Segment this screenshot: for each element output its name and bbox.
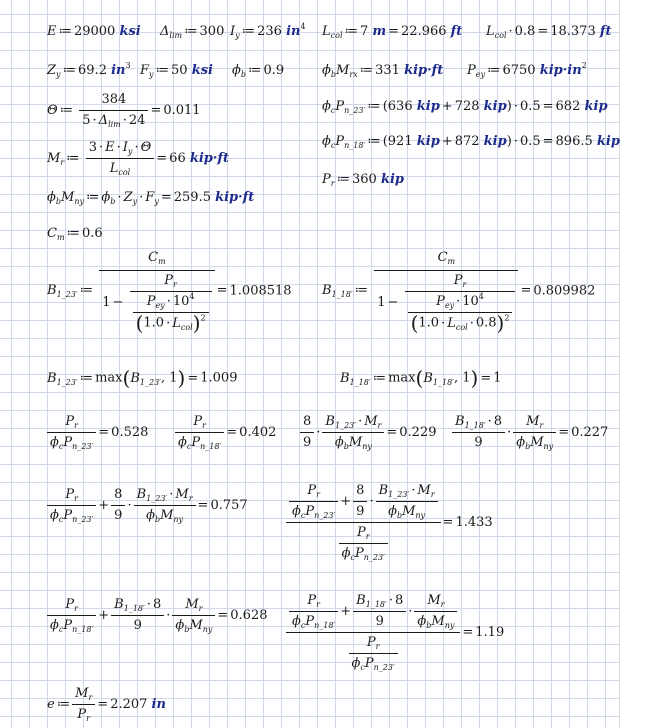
region-interaction-23-b[interactable]: $\frac{P_r}{\phi_cP_{n\_23'}}$ + $\frac{8}{9}$ · $\frac{B_{1\_23'} \cdot M_r}{\phi_bM_{ny}}$ $\frac{P_r}{\phi_cP_{n\_23'}}$ = 1.433: [286, 483, 493, 562]
region-theta[interactable]: Θ ≔ $\frac{384}{5 \cdot \Delta_{lim} \cdot 24}$ = 0.011: [47, 92, 201, 129]
region-Iy[interactable]: $I_y$ ≔ 236 $in^4$: [230, 22, 306, 40]
region-eccentricity[interactable]: e ≔ $\frac{M_r}{P_r}$ = 2.207 in: [47, 686, 166, 723]
region-max-23[interactable]: $B_{1\_23'}$ ≔ $\max(B_{1\_23'}$, 1) = 1.009: [47, 366, 238, 390]
region-interaction-18-b[interactable]: $\frac{P_r}{\phi_cP_{n\_18'}}$ + $\frac{B_{1\_18'} \cdot 8}{9}$ · $\frac{M_r}{\phi_bM_{ny}}$ $\frac{P_r}{\phi_cP_{n\_23'}}$ = 1.19: [286, 593, 504, 672]
region-interaction-23-a[interactable]: $\frac{P_r}{\phi_cP_{n\_23'}}$ + $\frac{8}{9}$ · $\frac{B_{1\_23'} \cdot M_r}{\phi_bM_{ny}}$ = 0.757: [47, 487, 248, 524]
region-delta-lim[interactable]: $\Delta_{lim}$ ≔ 300: [160, 24, 225, 40]
region-Zy[interactable]: $Z_y$ ≔ 69.2 $in^3$: [47, 61, 131, 79]
region-phiPn18[interactable]: $\phi_cP_{n\_18'}$ ≔ (921 kip + 872 kip) · 0.5 = 896.5 kip: [322, 134, 620, 150]
B23-fraction: $C_m$ 1 − $\frac{P_r}{\frac{P_{ey} \cdot 10^4}{(1.0 \cdot L_{col})^2}}$: [99, 250, 214, 332]
region-ratio-1[interactable]: $\frac{P_r}{\phi_cP_{n\_23'}}$ = 0.528: [47, 414, 148, 451]
region-B1-18[interactable]: $B_{1\_18'}$ ≔ $C_m$ 1 − $\frac{P_r}{\frac{P_{ey} \cdot 10^4}{(1.0 \cdot L_{col} \cdot 0.8)^2}}$ = 0.809982: [322, 250, 596, 335]
region-ratio-4[interactable]: $\frac{B_{1\_18'} \cdot 8}{9}$ · $\frac{M_r}{\phi_bM_{ny}}$ = 0.227: [452, 414, 608, 451]
region-Mr[interactable]: $M_r$ ≔ $\frac{3 \cdot E \cdot I_y \cdot \Theta}{L_{col}}$ = 66 kip·ft: [47, 140, 230, 177]
region-Cm[interactable]: $C_m$ ≔ 0.6: [47, 226, 103, 242]
Mr-fraction: $\frac{3 \cdot E \cdot I_y \cdot \Theta}{L_{col}}$: [86, 140, 155, 177]
region-Fy[interactable]: $F_y$ ≔ 50 ksi: [140, 63, 213, 79]
region-Lcol[interactable]: $L_{col}$ ≔ 7 m = 22.966 ft: [322, 24, 463, 40]
region-max-18[interactable]: $B_{1\_18'}$ ≔ $\max(B_{1\_18'}$, 1) = 1: [340, 366, 502, 390]
region-B1-23[interactable]: $B_{1\_23'}$ ≔ $C_m$ 1 − $\frac{P_r}{\frac{P_{ey} \cdot 10^4}{(1.0 \cdot L_{col})^2}}$ = 1.008518: [47, 250, 292, 335]
region-Pey[interactable]: $P_{ey}$ ≔ 6750 $kip\cdot in^2$: [467, 61, 587, 79]
region-Pr[interactable]: $P_r$ ≔ 360 kip: [322, 172, 405, 188]
B18-fraction: $C_m$ 1 − $\frac{P_r}{\frac{P_{ey} \cdot 10^4}{(1.0 \cdot L_{col} \cdot 0.8)^2}}$: [374, 250, 518, 332]
region-ratio-3[interactable]: $\frac{8}{9}$ · $\frac{B_{1\_23'} \cdot M_r}{\phi_bM_{ny}}$ = 0.229: [300, 414, 436, 451]
region-interaction-18-a[interactable]: $\frac{P_r}{\phi_cP_{n\_18'}}$ + $\frac{B_{1\_18'} \cdot 8}{9}$ · $\frac{M_r}{\phi_bM_{ny}}$ = 0.628: [47, 597, 268, 634]
region-phiPn23[interactable]: $\phi_cP_{n\_23'}$ ≔ (636 kip + 728 kip) · 0.5 = 682 kip: [322, 99, 608, 115]
region-phibMrx[interactable]: $\phi_bM_{rx}$ ≔ 331 kip·ft: [322, 63, 444, 79]
region-E[interactable]: E ≔ 29000 ksi: [47, 24, 141, 39]
theta-fraction: $\frac{384}{5 \cdot \Delta_{lim} \cdot 24}$: [79, 92, 148, 129]
region-Lcol-08[interactable]: $L_{col} \cdot 0.8 = 18.373$ ft: [486, 24, 612, 40]
page-right-margin: [619, 0, 658, 728]
region-phib[interactable]: $\phi_b$ ≔ 0.9: [232, 63, 285, 79]
region-phiMny[interactable]: $\phi_bM_{ny}$ ≔ $\phi_b \cdot Z_y \cdot F_y = 259.5$ kip·ft: [47, 190, 255, 206]
region-ratio-2[interactable]: $\frac{P_r}{\phi_cP_{n\_18'}}$ = 0.402: [175, 414, 276, 451]
